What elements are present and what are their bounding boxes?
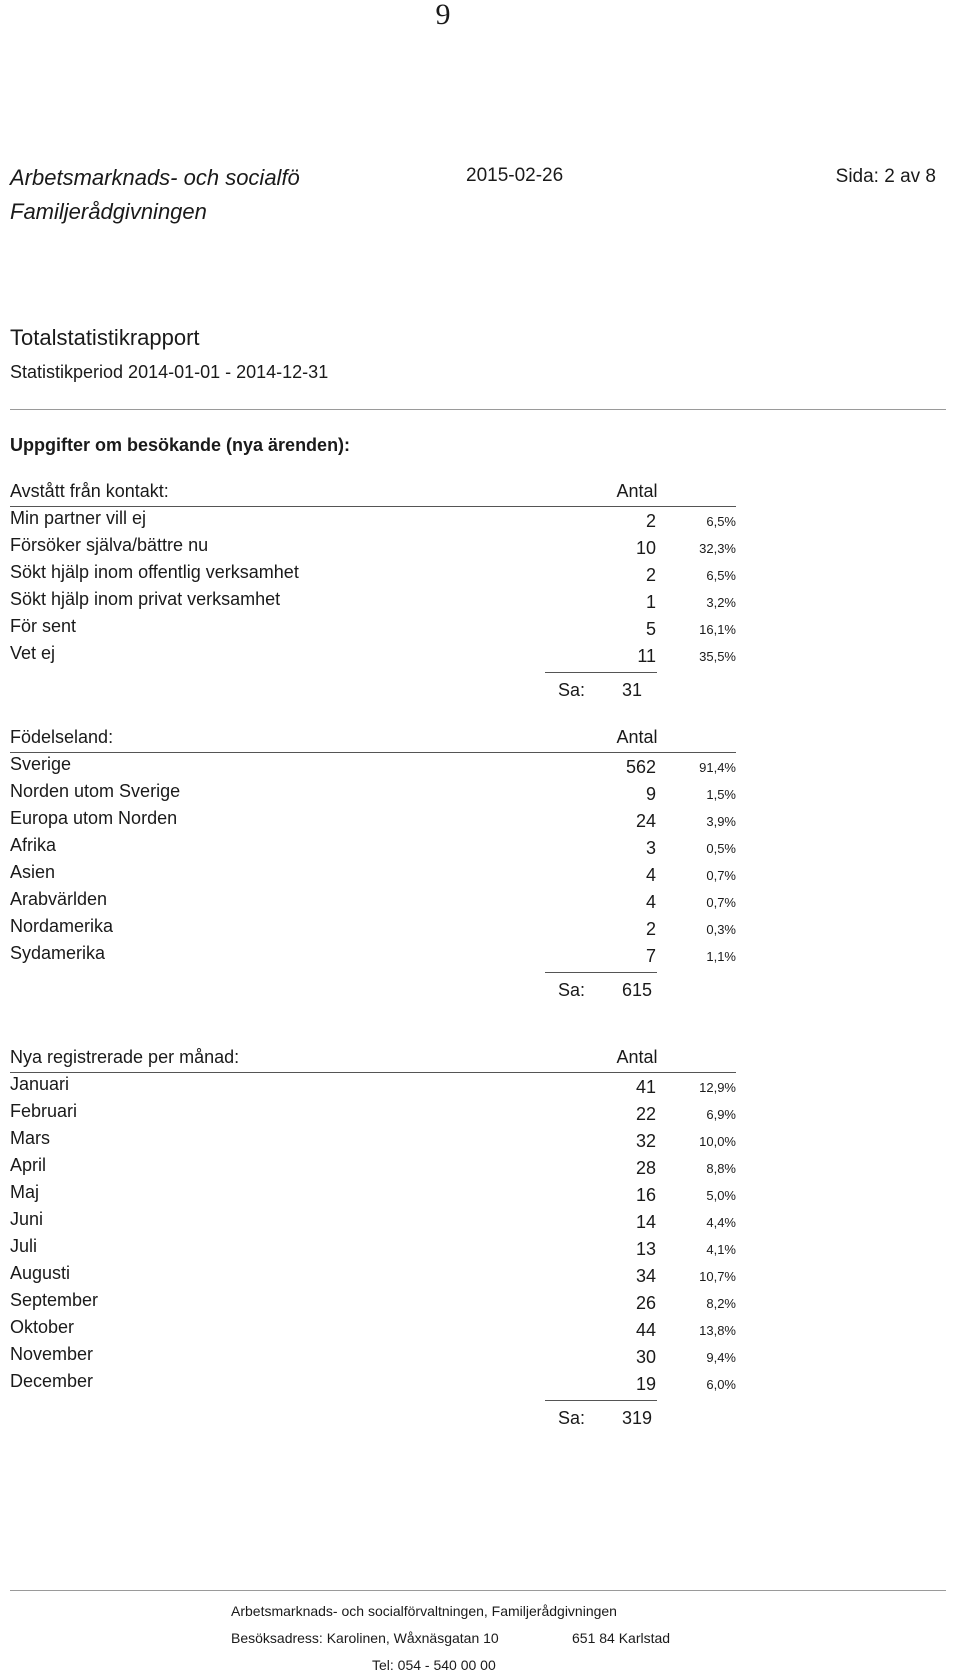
row-count: 34 — [635, 1266, 656, 1286]
row-count: 562 — [625, 757, 656, 777]
report-period: Statistikperiod 2014-01-01 - 2014-12-31 — [10, 362, 329, 382]
row-percent: 0,7% — [706, 895, 736, 910]
footer-divider — [10, 1590, 946, 1591]
row-count: 9 — [645, 784, 656, 804]
table-row — [10, 1100, 736, 1127]
row-percent: 12,9% — [699, 1080, 736, 1095]
row-label: För sent — [10, 616, 77, 636]
row-label: November — [10, 1344, 94, 1364]
sum-row — [10, 969, 736, 1007]
row-count: 41 — [635, 1077, 656, 1097]
sum-label: Sa: — [558, 1408, 586, 1428]
row-percent: 1,1% — [706, 949, 736, 964]
stats-section — [10, 724, 736, 1007]
row-percent: 10,0% — [699, 1134, 736, 1149]
row-label: Försöker själva/bättre nu — [10, 535, 209, 555]
row-label: Augusti — [10, 1263, 71, 1283]
table-row — [10, 780, 736, 807]
row-count: 26 — [635, 1293, 656, 1313]
table-row — [10, 834, 736, 861]
row-count: 2 — [645, 919, 656, 939]
row-percent: 1,5% — [706, 787, 736, 802]
row-count: 1 — [645, 592, 656, 612]
sum-value: 31 — [622, 680, 643, 700]
row-percent: 0,3% — [706, 922, 736, 937]
row-label: Arabvärlden — [10, 889, 108, 909]
table-row — [10, 942, 736, 969]
row-count: 7 — [645, 946, 656, 966]
page-info: Sida: 2 av 8 — [835, 166, 936, 187]
row-count: 14 — [635, 1212, 656, 1232]
sum-value: 319 — [622, 1408, 653, 1428]
row-percent: 6,0% — [706, 1377, 736, 1392]
row-label: Min partner vill ej — [10, 508, 147, 528]
table-row — [10, 861, 736, 888]
row-label: Sökt hjälp inom offentlig verksamhet — [10, 562, 299, 582]
row-label: April — [10, 1155, 47, 1175]
section-title: Födelseland: — [10, 727, 114, 747]
row-count: 3 — [645, 838, 656, 858]
row-label: Europa utom Norden — [10, 808, 178, 828]
row-percent: 16,1% — [699, 622, 736, 637]
row-label: Norden utom Sverige — [10, 781, 181, 801]
sum-label: Sa: — [558, 980, 586, 1000]
table-row — [10, 507, 736, 534]
row-percent: 8,8% — [706, 1161, 736, 1176]
row-count: 32 — [635, 1131, 656, 1151]
section-header — [10, 724, 736, 753]
row-percent: 4,1% — [706, 1242, 736, 1257]
row-percent: 13,8% — [699, 1323, 736, 1338]
footer-address: Besöksadress: Karolinen, Wåxnäsgatan 10 — [231, 1630, 499, 1646]
report-date: 2015-02-26 — [466, 165, 564, 186]
section-title: Nya registrerade per månad: — [10, 1047, 240, 1067]
row-count: 4 — [645, 892, 656, 912]
row-percent: 3,2% — [706, 595, 736, 610]
sum-divider — [545, 972, 657, 973]
sum-divider — [545, 672, 657, 673]
table-row — [10, 753, 736, 780]
row-percent: 35,5% — [699, 649, 736, 664]
table-row — [10, 1181, 736, 1208]
table-row — [10, 642, 736, 669]
row-percent: 9,4% — [706, 1350, 736, 1365]
footer-postal: 651 84 Karlstad — [572, 1630, 671, 1646]
footer-organization: Arbetsmarknads- och socialförvaltningen, Familjerådgivningen — [231, 1603, 617, 1619]
table-row — [10, 534, 736, 561]
table-row — [10, 1262, 736, 1289]
table-row — [10, 1370, 736, 1397]
row-label: Afrika — [10, 835, 57, 855]
table-row — [10, 1235, 736, 1262]
row-count: 2 — [645, 565, 656, 585]
row-percent: 8,2% — [706, 1296, 736, 1311]
table-row — [10, 1073, 736, 1100]
row-count: 10 — [635, 538, 656, 558]
sum-row — [10, 1397, 736, 1435]
table-row — [10, 1343, 736, 1370]
table-row — [10, 915, 736, 942]
table-row — [10, 888, 736, 915]
row-percent: 10,7% — [699, 1269, 736, 1284]
stats-section — [10, 478, 736, 707]
table-row — [10, 807, 736, 834]
row-label: Sverige — [10, 754, 72, 774]
row-count: 19 — [635, 1374, 656, 1394]
sum-label: Sa: — [558, 680, 586, 700]
sum-row — [10, 669, 736, 707]
column-header-antal: Antal — [616, 1047, 658, 1067]
row-label: September — [10, 1290, 99, 1310]
header-divider — [10, 409, 946, 410]
row-label: Asien — [10, 862, 56, 882]
row-count: 28 — [635, 1158, 656, 1178]
department-name: Familjerådgivningen — [10, 199, 207, 224]
row-label: Juli — [10, 1236, 38, 1256]
row-label: Sökt hjälp inom privat verksamhet — [10, 589, 281, 609]
row-percent: 4,4% — [706, 1215, 736, 1230]
table-row — [10, 1154, 736, 1181]
row-label: Januari — [10, 1074, 70, 1094]
row-percent: 5,0% — [706, 1188, 736, 1203]
row-percent: 6,5% — [706, 568, 736, 583]
row-count: 5 — [645, 619, 656, 639]
table-row — [10, 1127, 736, 1154]
row-percent: 6,9% — [706, 1107, 736, 1122]
column-header-antal: Antal — [616, 727, 658, 747]
row-count: 16 — [635, 1185, 656, 1205]
organization-name: Arbetsmarknads- och socialfö — [10, 165, 300, 190]
row-percent: 0,7% — [706, 868, 736, 883]
row-label: Mars — [10, 1128, 50, 1148]
row-count: 2 — [645, 511, 656, 531]
row-percent: 91,4% — [699, 760, 736, 775]
footer-phone: Tel: 054 - 540 00 00 — [372, 1657, 496, 1673]
row-count: 22 — [635, 1104, 656, 1124]
section-header — [10, 1044, 736, 1073]
page-number: 9 — [435, 0, 451, 31]
row-label: Juni — [10, 1209, 44, 1229]
row-percent: 6,5% — [706, 514, 736, 529]
section-header — [10, 478, 736, 507]
row-count: 30 — [635, 1347, 656, 1367]
table-row — [10, 561, 736, 588]
row-label: Sydamerika — [10, 943, 106, 963]
row-label: Vet ej — [10, 643, 56, 663]
sum-divider — [545, 1400, 657, 1401]
row-count: 13 — [635, 1239, 656, 1259]
table-row — [10, 1316, 736, 1343]
section-heading: Uppgifter om besökande (nya ärenden): — [10, 435, 351, 455]
row-count: 44 — [635, 1320, 656, 1340]
row-label: Oktober — [10, 1317, 75, 1337]
table-row — [10, 588, 736, 615]
row-count: 4 — [645, 865, 656, 885]
section-title: Avstått från kontakt: — [10, 481, 169, 501]
column-header-antal: Antal — [616, 481, 658, 501]
row-percent: 32,3% — [699, 541, 736, 556]
row-percent: 3,9% — [706, 814, 736, 829]
table-row — [10, 615, 736, 642]
row-percent: 0,5% — [706, 841, 736, 856]
row-label: Februari — [10, 1101, 78, 1121]
row-label: December — [10, 1371, 94, 1391]
row-label: Nordamerika — [10, 916, 114, 936]
row-label: Maj — [10, 1182, 40, 1202]
row-count: 11 — [637, 646, 656, 666]
table-row — [10, 1208, 736, 1235]
stats-section — [10, 1044, 736, 1435]
sum-value: 615 — [622, 980, 653, 1000]
row-count: 24 — [635, 811, 656, 831]
report-title: Totalstatistikrapport — [10, 325, 200, 350]
table-row — [10, 1289, 736, 1316]
